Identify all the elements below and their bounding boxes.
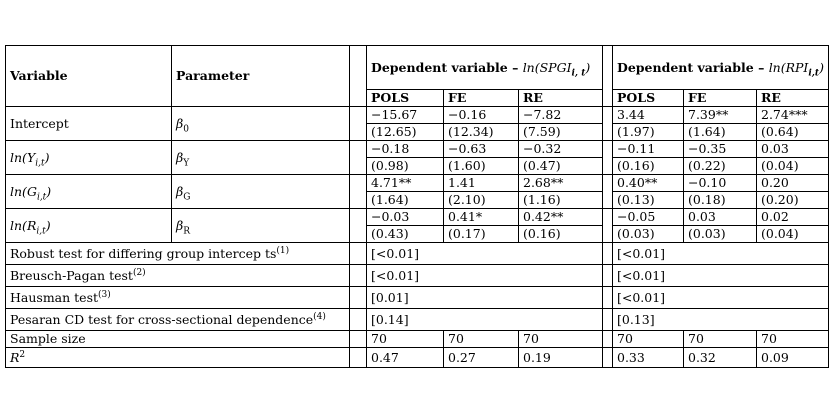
- spacer-cell: [603, 209, 613, 243]
- standard-error-value: (1.64): [684, 124, 757, 141]
- spacer-cell: [350, 243, 367, 265]
- standard-error-value: (7.59): [519, 124, 603, 141]
- coefficient-value: 0.42**: [519, 209, 603, 226]
- test-p-value: [<0.01]: [613, 287, 829, 309]
- sample-size-row-value: 70: [519, 331, 603, 348]
- standard-error-value: (0.17): [444, 226, 519, 243]
- r-squared-row-label: $R^2$: [6, 348, 350, 368]
- coefficient-row: [6, 209, 829, 226]
- test-label: Breusch-Pagan test$^{(2)}$: [6, 265, 350, 287]
- test-p-value: [0.14]: [367, 309, 603, 331]
- standard-error-value: (0.98): [367, 158, 444, 175]
- standard-error-value: (1.16): [519, 192, 603, 209]
- coefficient-value: −0.11: [613, 141, 684, 158]
- method-header-spgi-pols: POLS: [367, 90, 444, 107]
- coefficient-value: −0.05: [613, 209, 684, 226]
- variable-name: Intercept: [6, 107, 172, 141]
- regression-table: [5, 45, 829, 368]
- variable-name: $\ln(G_{i,t})$: [6, 175, 172, 209]
- test-p-value: [<0.01]: [367, 243, 603, 265]
- spacer-cell: [350, 348, 367, 368]
- test-p-value: [<0.01]: [613, 265, 829, 287]
- sample-size-row-value: 70: [444, 331, 519, 348]
- regression-table-container: [5, 45, 829, 368]
- spacer-cell: [603, 175, 613, 209]
- spacer-cell: [603, 46, 613, 107]
- variable-name: $\ln(Y_{i,t})$: [6, 141, 172, 175]
- standard-error-value: (0.20): [757, 192, 829, 209]
- method-header-rpi-re: RE: [757, 90, 829, 107]
- sample-size-row-value: 70: [613, 331, 684, 348]
- test-row: [6, 265, 829, 287]
- standard-error-value: (1.97): [613, 124, 684, 141]
- spacer-cell: [350, 309, 367, 331]
- spacer-cell: [603, 107, 613, 141]
- coefficient-value: 1.41: [444, 175, 519, 192]
- test-row: [6, 309, 829, 331]
- standard-error-value: (12.65): [367, 124, 444, 141]
- standard-error-value: (0.04): [757, 158, 829, 175]
- coefficient-value: 2.74***: [757, 107, 829, 124]
- test-p-value: [<0.01]: [367, 265, 603, 287]
- sample-size-row-value: 70: [367, 331, 444, 348]
- coefficient-value: 0.03: [757, 141, 829, 158]
- standard-error-value: (12.34): [444, 124, 519, 141]
- spacer-cell: [603, 331, 613, 348]
- spacer-cell: [350, 141, 367, 175]
- spacer-cell: [350, 175, 367, 209]
- sample-size-row-value: 70: [757, 331, 829, 348]
- test-p-value: [0.13]: [613, 309, 829, 331]
- parameter-symbol: $\beta_0$: [172, 107, 350, 141]
- coefficient-value: 0.40**: [613, 175, 684, 192]
- coefficient-value: 0.02: [757, 209, 829, 226]
- spacer-cell: [350, 107, 367, 141]
- standard-error-value: (0.22): [684, 158, 757, 175]
- test-label: Robust test for differing group intercep $ts^{(1)}$: [6, 243, 350, 265]
- method-header-rpi-fe: FE: [684, 90, 757, 107]
- r-squared-row-value: 0.09: [757, 348, 829, 368]
- coefficient-value: 7.39**: [684, 107, 757, 124]
- spacer-cell: [603, 141, 613, 175]
- standard-error-value: (0.13): [613, 192, 684, 209]
- sample-size-row-label: Sample size: [6, 331, 350, 348]
- coefficient-value: 0.20: [757, 175, 829, 192]
- r-squared-row-value: 0.27: [444, 348, 519, 368]
- dependent-variable-rpi-header: Dependent variable – $\ln(RPI_{i,t})$: [613, 46, 829, 90]
- spacer-cell: [603, 309, 613, 331]
- test-row: [6, 243, 829, 265]
- header-row: [6, 46, 829, 90]
- spacer-cell: [350, 287, 367, 309]
- coefficient-value: 2.68**: [519, 175, 603, 192]
- coefficient-value: −0.18: [367, 141, 444, 158]
- variable-name: $\ln(R_{i,t})$: [6, 209, 172, 243]
- coefficient-value: −0.16: [444, 107, 519, 124]
- coefficient-value: 3.44: [613, 107, 684, 124]
- coefficient-value: −15.67: [367, 107, 444, 124]
- coefficient-value: −0.03: [367, 209, 444, 226]
- coefficient-value: 4.71**: [367, 175, 444, 192]
- r-squared-row-value: 0.32: [684, 348, 757, 368]
- r-squared-row-value: 0.33: [613, 348, 684, 368]
- parameter-symbol: $\beta_Y$: [172, 141, 350, 175]
- dependent-variable-spgi-header: Dependent variable – $\ln(SPGI_{i, t})$: [367, 46, 603, 90]
- standard-error-value: (0.03): [684, 226, 757, 243]
- standard-error-value: (1.64): [367, 192, 444, 209]
- sample-size-row: [6, 331, 829, 348]
- spacer-cell: [603, 348, 613, 368]
- r-squared-row-value: 0.19: [519, 348, 603, 368]
- standard-error-value: (0.03): [613, 226, 684, 243]
- spacer-cell: [350, 265, 367, 287]
- spacer-cell: [350, 209, 367, 243]
- standard-error-value: (0.16): [519, 226, 603, 243]
- spacer-cell: [603, 243, 613, 265]
- r-squared-row-value: 0.47: [367, 348, 444, 368]
- coefficient-value: −0.63: [444, 141, 519, 158]
- standard-error-value: (0.47): [519, 158, 603, 175]
- method-header-spgi-fe: FE: [444, 90, 519, 107]
- parameter-symbol: $\beta_G$: [172, 175, 350, 209]
- spacer-cell: [350, 46, 367, 107]
- standard-error-value: (0.18): [684, 192, 757, 209]
- standard-error-value: (0.64): [757, 124, 829, 141]
- sample-size-row-value: 70: [684, 331, 757, 348]
- coefficient-value: −0.32: [519, 141, 603, 158]
- coefficient-value: 0.41*: [444, 209, 519, 226]
- r-squared-row: [6, 348, 829, 368]
- coefficient-row: [6, 141, 829, 158]
- coefficient-value: −0.10: [684, 175, 757, 192]
- standard-error-value: (2.10): [444, 192, 519, 209]
- coefficient-value: 0.03: [684, 209, 757, 226]
- spacer-cell: [603, 265, 613, 287]
- method-header-rpi-pols: POLS: [613, 90, 684, 107]
- coefficient-value: −7.82: [519, 107, 603, 124]
- coefficient-value: −0.35: [684, 141, 757, 158]
- standard-error-value: (0.04): [757, 226, 829, 243]
- spacer-cell: [603, 287, 613, 309]
- parameter-header: Parameter: [172, 46, 350, 107]
- coefficient-row: [6, 175, 829, 192]
- test-p-value: [<0.01]: [613, 243, 829, 265]
- test-label: Pesaran CD test for cross-sectional dependence$^{(4)}$: [6, 309, 350, 331]
- test-label: Hausman test$^{(3)}$: [6, 287, 350, 309]
- method-header-spgi-re: RE: [519, 90, 603, 107]
- variable-header: Variable: [6, 46, 172, 107]
- standard-error-value: (1.60): [444, 158, 519, 175]
- test-p-value: [0.01]: [367, 287, 603, 309]
- standard-error-value: (0.43): [367, 226, 444, 243]
- standard-error-value: (0.16): [613, 158, 684, 175]
- coefficient-row: [6, 107, 829, 124]
- spacer-cell: [350, 331, 367, 348]
- parameter-symbol: $\beta_R$: [172, 209, 350, 243]
- test-row: [6, 287, 829, 309]
